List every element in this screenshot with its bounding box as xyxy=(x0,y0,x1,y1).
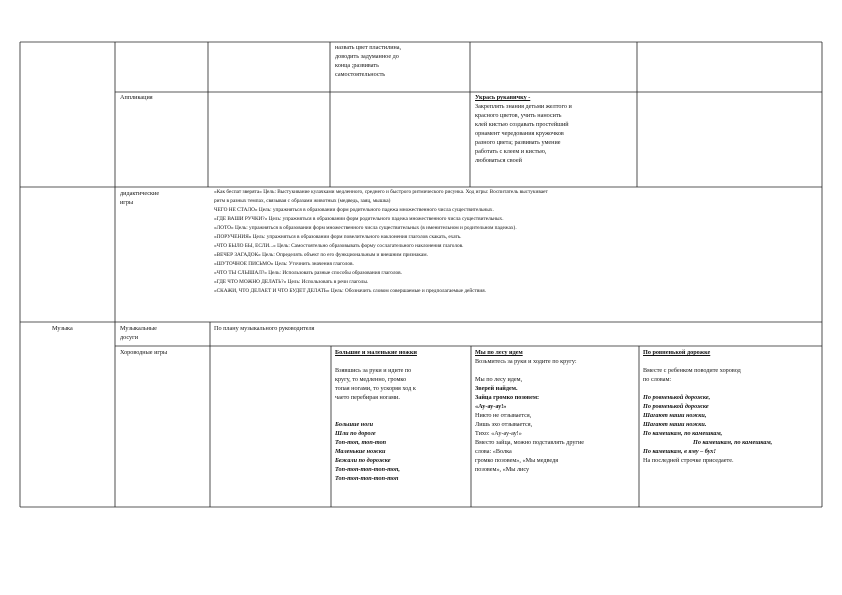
top-cell-line: конца ;развивать xyxy=(335,62,379,69)
game2-verse: Лишь эхо отзывается, xyxy=(475,421,533,428)
game2-verse: Вместо зайца, можно подставлять другие xyxy=(475,439,585,446)
applique-line: работать с клеем и кистью, xyxy=(475,148,547,155)
game3-intro: Вместе с ребенком поводите хоровод xyxy=(643,367,741,374)
music-label: Музыка xyxy=(52,325,73,332)
applique-line: разного цвета; развивать умение xyxy=(475,139,561,146)
game2-intro: Возьмитесь за руки и ходите по кругу: xyxy=(475,358,577,365)
game3-verse: По камешкам, по камешкам, xyxy=(693,439,773,446)
game3-intro: по словам: xyxy=(643,376,672,383)
didactic-line: ЧЕГО НЕ СТАЛО» Цель: упражняться в образовании форм родительного падежа множественного числа существительных. xyxy=(214,207,494,213)
game1-verse: Бежали по дорожке xyxy=(335,457,391,464)
game2-verse: громко позовем», «Мы медведя xyxy=(475,457,559,464)
game2-verse: слова: «Волка xyxy=(475,448,512,455)
top-cell-line: доводить задуманное до xyxy=(335,53,399,60)
game1-intro: кругу, то медленно, громко xyxy=(335,376,407,383)
didactic-line: «ВЕЧЕР ЗАГАДОК» Цель: Определять объект по его функциональным и внешним признакам. xyxy=(214,252,428,258)
game1-verse: Большие ноги xyxy=(335,421,374,428)
game2-verse: Зверей найдем. xyxy=(475,385,518,392)
didactic-line: «ГДЕ ЧТО МОЖНО ДЕЛАТЬ?» Цель: Использовать в речи глаголы. xyxy=(214,279,369,285)
applique-line: Закреплять знания детьми желтого и xyxy=(475,103,572,110)
applique-title: Укрась рукавичку - xyxy=(475,94,531,101)
didactic-line: «ГДЕ ВАШИ РУЧКИ?» Цель: упражняться в образовании форм родительного падежа множественного числа существительных. xyxy=(214,216,504,222)
game2-verse: позовем», «Мы лису xyxy=(475,466,530,473)
game1-verse: Маленькие ножки xyxy=(335,448,386,455)
game1-title: Большие и маленькие ножки xyxy=(335,349,417,356)
game3-verse: По камешкам, в яму – бух! xyxy=(643,448,716,455)
applique-label: Аппликация xyxy=(120,94,153,101)
didactic-line: ритм в разных темпах, связывая с образами животных (медведь, заяц, мышка) xyxy=(214,198,391,204)
didactic-line: «ШУТОЧНОЕ ПИСЬМО» Цель: Уточнить значения глаголов. xyxy=(214,261,354,267)
applique-line: орнамент чередования кружочков xyxy=(475,130,564,137)
didactic-label: игры xyxy=(120,199,134,206)
game3-title: По ровненькой дорожке xyxy=(643,349,711,356)
game2-verse: «Ау-ау-ау!» xyxy=(475,403,507,410)
didactic-line: «ЛОТО» Цель: упражняться в образовании форм множественного числа существительных (в именительном и родительном падежах). xyxy=(214,225,517,231)
top-cell-line: самостоятельность xyxy=(335,71,386,78)
game1-intro: Взявшись за руки и идите по xyxy=(335,367,412,374)
game2-verse: Тихо: «Ау-ау-ау!» xyxy=(475,430,522,437)
game3-verse: Шагают наши ножки. xyxy=(643,421,707,428)
music-sub-label: досуги xyxy=(120,334,139,341)
applique-line: красного цветов, учить наносить xyxy=(475,112,562,119)
didactic-line: «СКАЖИ, ЧТО ДЕЛАЕТ И ЧТО БУДЕТ ДЕЛАТЬ» Цель: Обозначить словом совершаемые и предполагаемые действия. xyxy=(214,288,486,294)
didactic-label: дидактические xyxy=(120,190,160,197)
game3-verse: По ровненькой дорожке, xyxy=(643,394,711,401)
game2-verse: Зайца громко позовем: xyxy=(475,394,540,401)
didactic-line: «ПОРУЧЕНИЯ» Цель: упражняться в образовании форм повелительного наклонения глаголов скакать, ехать. xyxy=(214,234,462,240)
applique-line: клей кистью создавать простейший xyxy=(475,121,569,128)
game2-verse: Мы по лесу идем, xyxy=(475,376,523,383)
didactic-line: «ЧТО БЫЛО БЫ, ЕСЛИ...» Цель: Самостоятельно образовывать форму сослагательного наклонения глаголов. xyxy=(214,243,464,249)
game1-verse: Топ-топ-топ-топ-топ xyxy=(335,475,399,482)
game1-verse: Шли по дороге xyxy=(335,430,376,437)
game2-verse: Никто не отзывается, xyxy=(475,412,532,419)
game1-intro: топая ногами, то ускоряя ход к xyxy=(335,385,416,392)
game3-verse: На последней строчке приседаете. xyxy=(643,457,734,464)
music-sub-label: Музыкальные xyxy=(120,325,157,332)
game2-title: Мы по лесу идем xyxy=(475,349,523,356)
round-dance-label: Хороводные игры xyxy=(120,349,168,356)
game1-verse: Топ-топ, топ-топ xyxy=(335,439,387,446)
applique-line: любоваться своей xyxy=(475,157,522,164)
game1-intro: чаето перебирая ногами. xyxy=(335,394,400,401)
music-content: По плану музыкального руководителя xyxy=(214,325,315,332)
top-cell-line: назвать цвет пластилина, xyxy=(335,44,402,51)
game3-verse: Шагают наши ножки, xyxy=(643,412,707,419)
didactic-line: «Как беспат зверята» Цель: Выстукивание кулачками медленного, среднего и быстрого ритмического рисунка. Ход игры: Воспитатель выстукивает xyxy=(214,189,548,195)
didactic-line: «ЧТО ТЫ СЛЫШАЛ?» Цель: Использовать разные способы образования глаголов. xyxy=(214,270,402,276)
game3-verse: По камешкам, по камешкам, xyxy=(643,430,723,437)
game3-verse: По ровненькой дорожке xyxy=(643,403,709,410)
game1-verse: Топ-топ-топ-топ-топ, xyxy=(335,466,400,473)
